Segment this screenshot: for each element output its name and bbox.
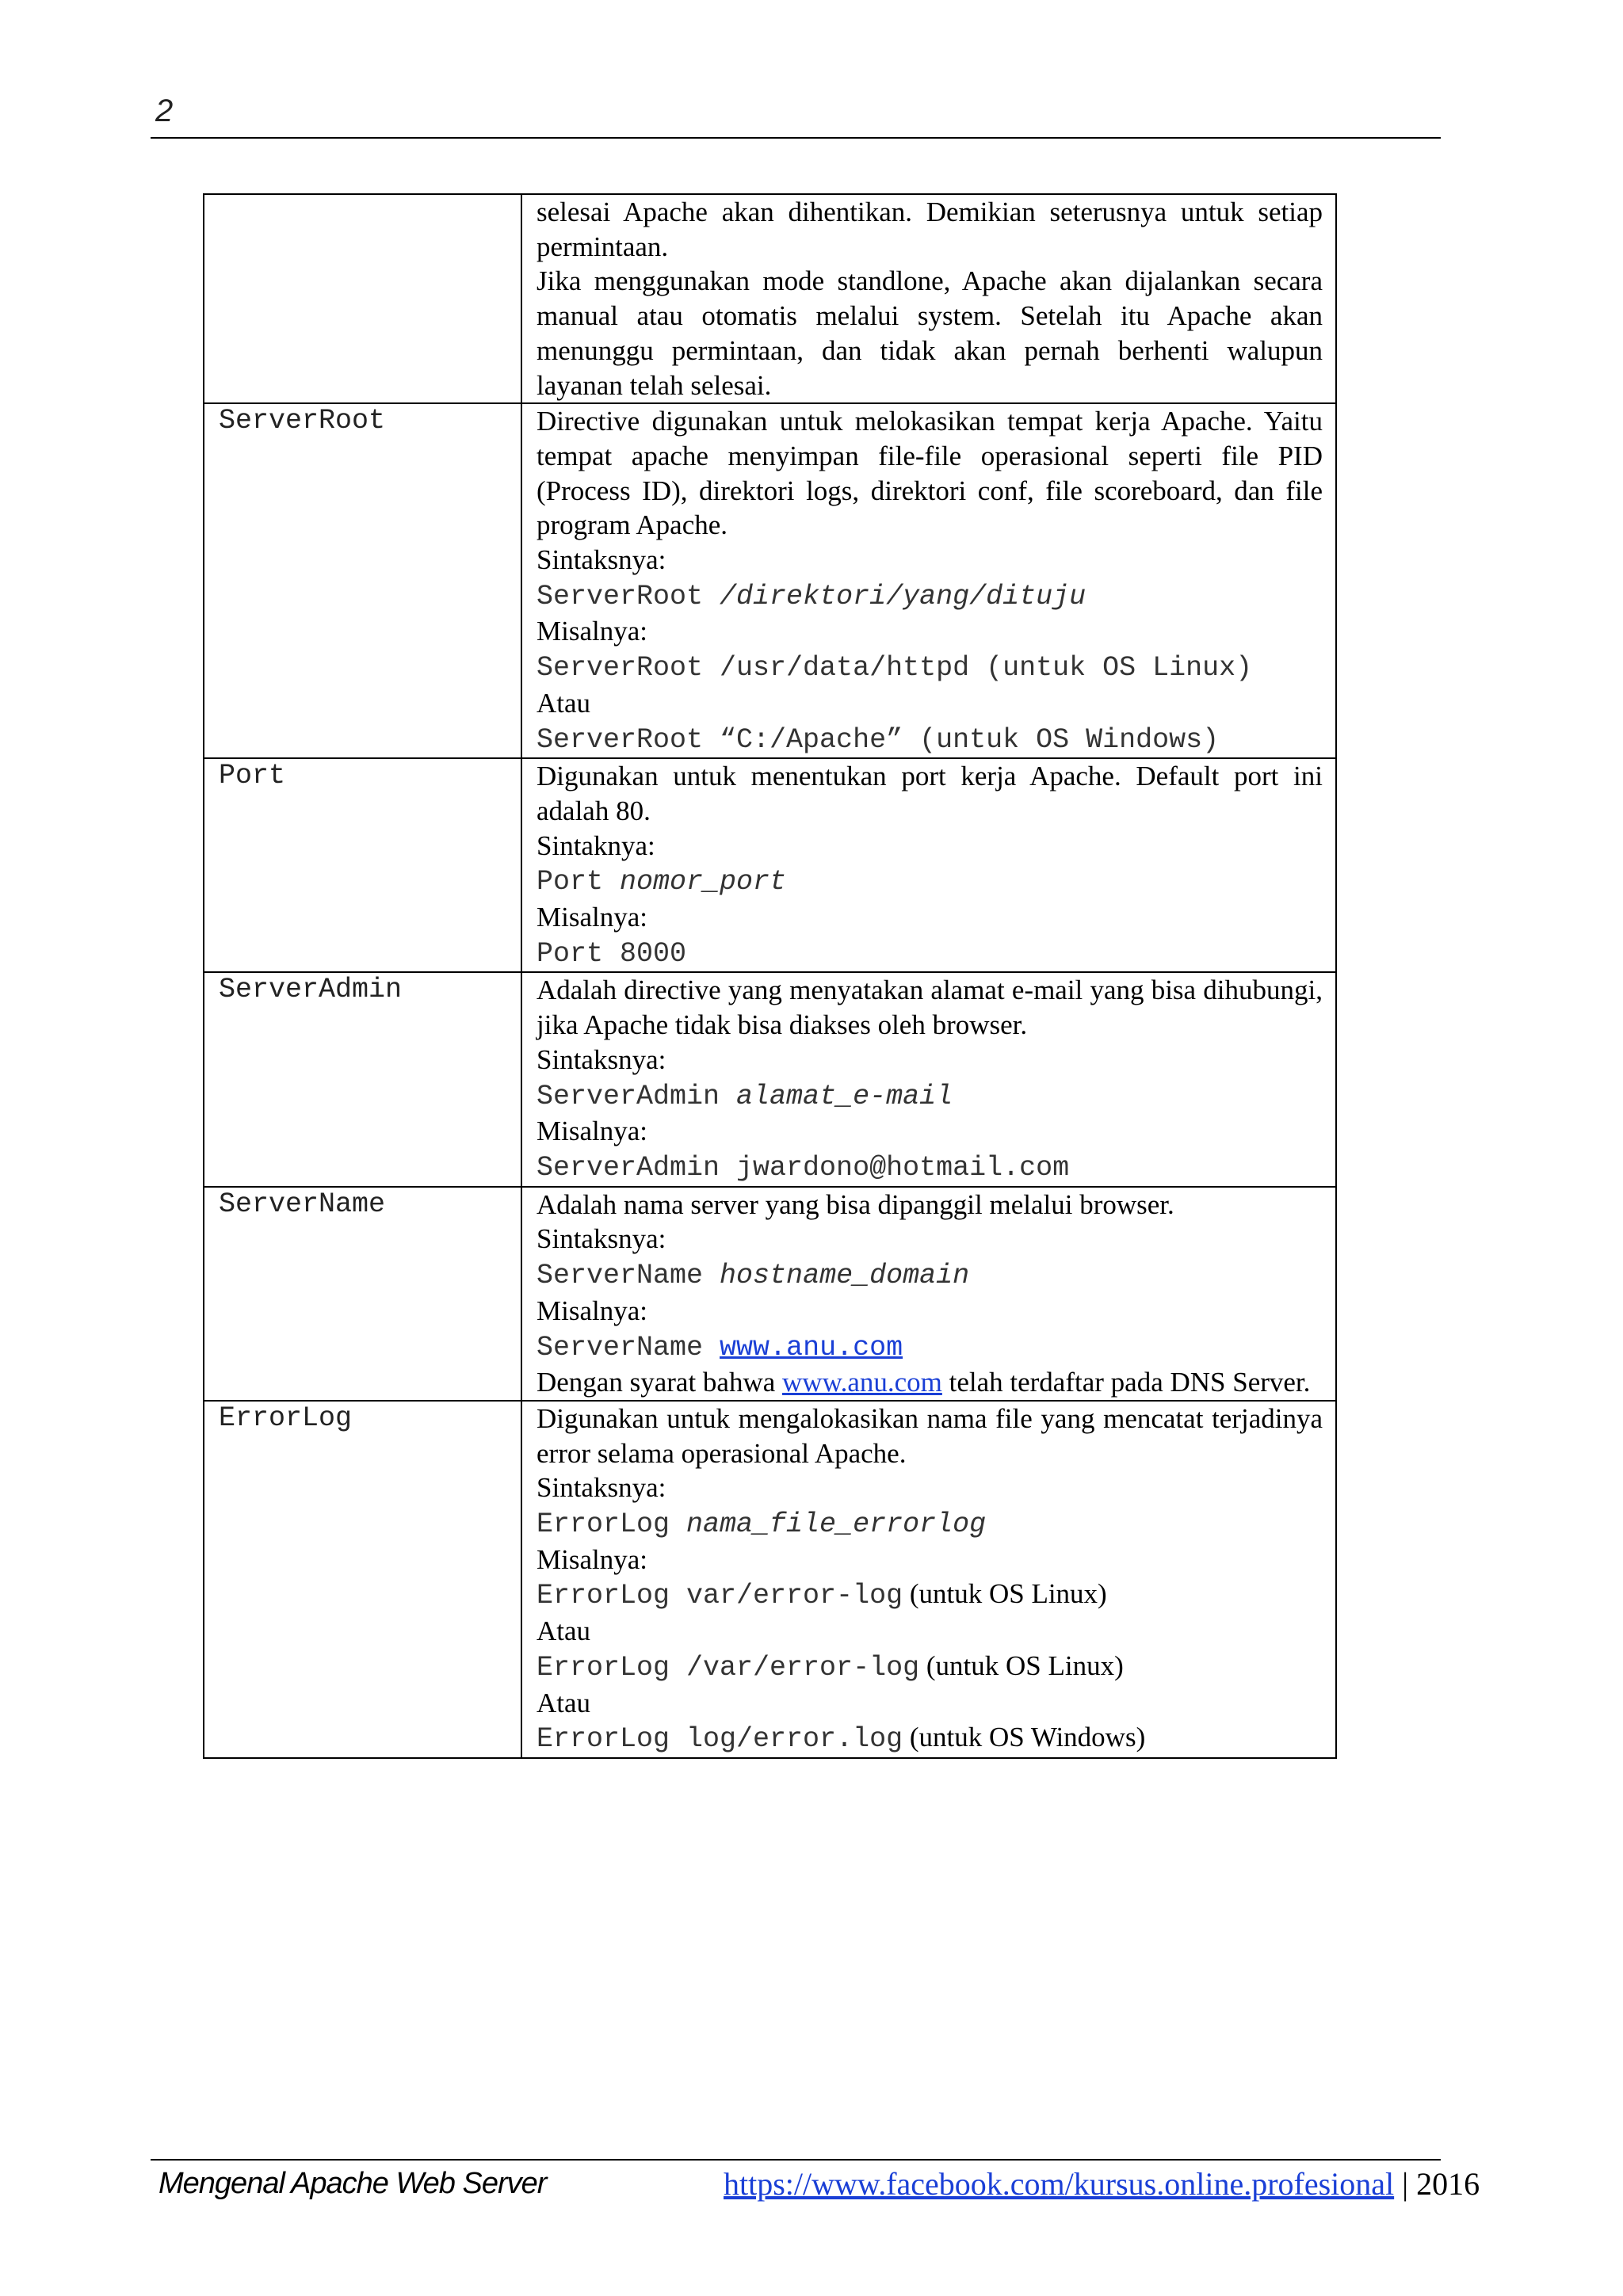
code-example [537,721,1323,758]
description-text-content: Sintaksnya: [537,544,666,576]
description-text-content: Adalah nama server yang bisa dipanggil melalui browser. [537,1188,1174,1220]
directive-description [521,1401,1336,1758]
footer-separator: | [1394,2166,1417,2202]
code-text: ErrorLog [537,1508,687,1541]
footer-rule [151,2159,1441,2161]
description-text-content: Directive digunakan untuk melokasikan tempat kerja Apache. Yaitu tempat apache menyimpan file-file operasional seperti file PID (Process ID), direktori logs, direktori conf, file scoreboard, dan file program Apache. [537,406,1323,541]
description-text [537,195,1323,264]
description-text [537,1543,1323,1577]
code-placeholder [720,581,1086,612]
code-example [537,1077,1323,1115]
table-row [204,1401,1336,1758]
code-text: Port [537,866,621,898]
description-text [537,1188,1323,1222]
description-text [537,900,1323,935]
description-text [537,614,1323,649]
footer-url-link[interactable]: https://www.facebook.com/kursus.online.profesional [724,2166,1395,2202]
directive-description [521,403,1336,758]
code-text: ServerRoot [537,580,720,612]
description-text [537,543,1323,578]
code-note: (untuk OS Linux) [919,1650,1124,1681]
code-placeholder-text: nomor_port [620,866,787,898]
description-text [537,264,1323,402]
code-placeholder-text: nama_file_errorlog [686,1508,987,1541]
description-text-content: Digunakan untuk mengalokasikan nama file yang mencatat terjadinya error selama operasional Apache. [537,1402,1323,1469]
directive-term: ServerName [204,1187,521,1401]
description-text [537,1686,1323,1721]
description-text [537,1222,1323,1257]
code-example [537,578,1323,615]
table-row [204,1187,1336,1401]
code-text: ServerAdmin [537,1080,737,1112]
page-number: 2 [155,93,174,128]
footer-year: 2016 [1416,2166,1480,2202]
directive-description [521,1187,1336,1401]
code-example [537,1329,1323,1366]
description-text-content: Atau [537,1687,591,1718]
code-placeholder-text: hostname_domain [720,1260,970,1292]
description-text-content: Misalnya: [537,1295,647,1326]
directive-table-body [204,194,1336,1758]
code-text: ErrorLog /var/error-log [537,1651,920,1684]
hostname-link[interactable]: www.anu.com [720,1331,903,1363]
directive-description [521,972,1336,1186]
hostname-link[interactable]: www.anu.com [782,1367,942,1398]
description-text-content: Sintaknya: [537,830,655,861]
directive-term: Port [204,758,521,972]
description-text-content: Sintaksnya: [537,1472,666,1504]
description-text-content: Dengan syarat bahwa [537,1367,783,1398]
directive-term: ErrorLog [204,1401,521,1758]
code-text: ServerName [537,1260,720,1292]
directive-term: ServerAdmin [204,972,521,1186]
description-text-content: Misalnya: [537,902,647,933]
description-text [537,1114,1323,1149]
directive-table [203,193,1337,1759]
directive-description [521,758,1336,972]
code-text: ErrorLog log/error.log [537,1723,903,1756]
code-text: ServerRoot “C:/Apache” (untuk OS Windows) [537,723,1220,756]
description-text [537,1402,1323,1470]
description-text-content: Misalnya: [537,1116,647,1147]
description-text [537,1614,1323,1649]
description-text [537,1294,1323,1329]
table-row [204,403,1336,758]
header-rule [151,137,1441,139]
code-note: (untuk OS Windows) [903,1722,1146,1753]
directive-description [521,194,1336,403]
description-text [537,1470,1323,1505]
description-text-tail: telah terdaftar pada DNS Server. [941,1367,1311,1398]
description-text-content: Atau [537,687,591,719]
description-text [537,1365,1323,1400]
footer-right [724,2165,1480,2203]
description-text [537,973,1323,1042]
description-text-content: Misalnya: [537,1543,647,1575]
code-text: ServerName [537,1331,720,1363]
code-placeholder [686,1508,986,1540]
description-text-content: Jika menggunakan mode standlone, Apache akan dijalankan secara manual atau otomatis melalui system. Setelah itu Apache akan menunggu permintaan, dan tidak akan pernah berhenti walupun layanan telah selesai. [537,265,1323,401]
code-text: Port 8000 [537,937,687,970]
code-example [537,1149,1323,1186]
directive-term: ServerRoot [204,403,521,758]
code-example [537,935,1323,972]
code-placeholder [620,866,786,898]
code-placeholder-text: /direktori/yang/dituju [720,580,1086,612]
table-row [204,972,1336,1186]
code-placeholder-text: alamat_e-mail [736,1080,953,1112]
description-text-content: Digunakan untuk menentukan port kerja Apache. Default port ini adalah 80. [537,761,1323,826]
description-text-content: Atau [537,1615,591,1647]
code-text: ErrorLog var/error-log [537,1580,903,1612]
code-example [537,1720,1323,1757]
directive-term [204,194,521,403]
code-placeholder [736,1081,953,1112]
code-example [537,863,1323,900]
code-example [537,1649,1323,1686]
code-placeholder [720,1260,969,1291]
description-text [537,759,1323,828]
description-text-content: Misalnya: [537,616,647,647]
description-text-content: selesai Apache akan dihentikan. Demikian seterusnya untuk setiap permintaan. [537,196,1323,262]
code-example [537,649,1323,686]
table-row [204,194,1336,403]
code-example [537,1577,1323,1614]
table-row [204,758,1336,972]
code-note: (untuk OS Linux) [903,1578,1107,1610]
description-text [537,404,1323,543]
description-text-content: Adalah directive yang menyatakan alamat e-mail yang bisa dihubungi, jika Apache tidak bisa diakses oleh browser. [537,974,1323,1041]
footer-title: Mengenal Apache Web Server [158,2167,547,2200]
description-text [537,686,1323,721]
code-example [537,1505,1323,1543]
code-example [537,1257,1323,1294]
description-text [537,1043,1323,1077]
description-text [537,829,1323,864]
description-text-content: Sintaksnya: [537,1043,666,1075]
description-text-content: Sintaksnya: [537,1223,666,1255]
code-text: ServerAdmin jwardono@hotmail.com [537,1151,1070,1184]
code-text: ServerRoot /usr/data/httpd (untuk OS Linux) [537,652,1253,685]
